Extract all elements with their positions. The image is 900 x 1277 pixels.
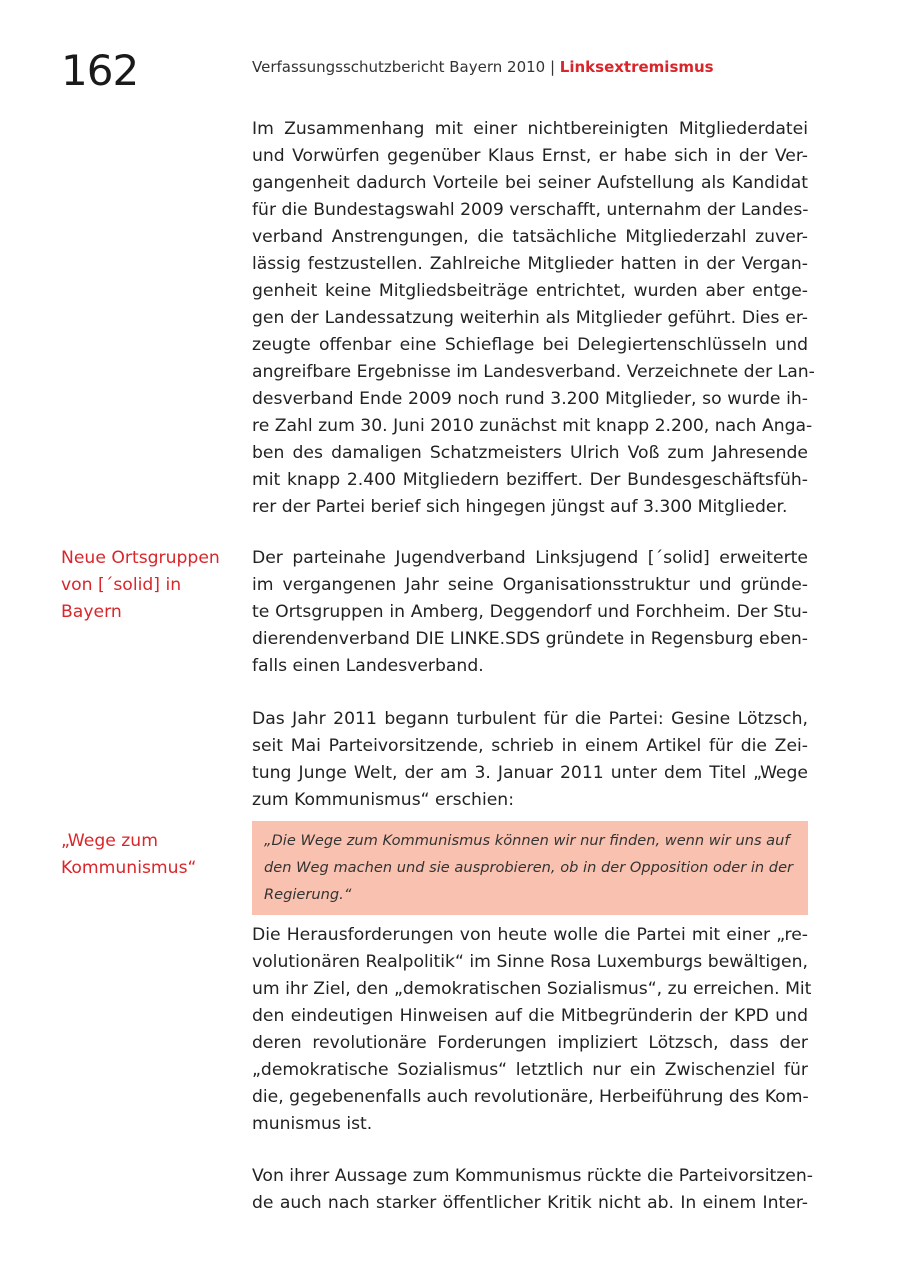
text-line: gangenheit dadurch Vorteile bei seiner Aufstellung als Kandidat [252, 173, 808, 193]
paragraph-text [252, 922, 812, 1138]
text-line: gen der Landessatzung weiterhin als Mitglieder geführt. Dies er- [252, 308, 808, 328]
paragraph-text [252, 1163, 813, 1217]
text-line: zeugte offenbar eine Schieflage bei Delegiertenschlüsseln und [252, 335, 808, 355]
sidenote-line: Neue Ortsgruppen [61, 548, 220, 568]
paragraph-loetzsch-intro [252, 706, 808, 814]
text-line: volutionären Realpolitik“ im Sinne Rosa Luxemburgs bewältigen, [252, 952, 808, 972]
quote-line: den Weg machen und sie ausprobieren, ob in der Opposition oder in der [264, 859, 794, 876]
text-line: te Ortsgruppen in Amberg, Deggendorf und Forchheim. Der Stu- [252, 602, 808, 622]
text-line: die, gegebenenfalls auch revolutionäre, Herbeiführung des Kom- [252, 1087, 809, 1107]
report-title: Verfassungsschutzbericht Bayern 2010 | [252, 58, 560, 76]
quote-box [252, 821, 808, 915]
text-line: falls einen Landesverband. [252, 656, 484, 676]
sidenote-line: von [´solid] in [61, 575, 182, 595]
text-line: Von ihrer Aussage zum Kommunismus rückte die Parteivorsitzen- [252, 1166, 813, 1186]
sidenote-line: „Wege zum [61, 831, 158, 851]
text-line: munismus ist. [252, 1114, 373, 1134]
text-line: tung Junge Welt, der am 3. Januar 2011 unter dem Titel „Wege [252, 763, 808, 783]
text-line: re Zahl zum 30. Juni 2010 zunächst mit knapp 2.200, nach Anga- [252, 416, 813, 436]
text-line: um ihr Ziel, den „demokratischen Sozialismus“, zu erreichen. Mit [252, 979, 812, 999]
paragraph-linksjugend [252, 545, 808, 680]
text-line: de auch nach starker öffentlicher Kritik nicht ab. In einem Inter- [252, 1193, 808, 1213]
sidenote-wege-zum-kommunismus [61, 828, 241, 882]
text-line: Der parteinahe Jugendverband Linksjugend [´solid] erweiterte [252, 548, 808, 568]
text-line: dierendenverband DIE LINKE.SDS gründete in Regensburg eben- [252, 629, 808, 649]
sidenote-line: Bayern [61, 602, 122, 622]
quote-line: Regierung.“ [264, 886, 352, 903]
text-line: rer der Partei berief sich hingegen jüngst auf 3.300 Mitglieder. [252, 497, 788, 517]
sidenote-neue-ortsgruppen [61, 545, 241, 626]
page-number: 162 [61, 46, 139, 95]
quote-line: „Die Wege zum Kommunismus können wir nur finden, wenn wir uns auf [264, 832, 790, 849]
running-head [252, 60, 714, 75]
text-line: angreifbare Ergebnisse im Landesverband. Verzeichnete der Lan- [252, 362, 815, 382]
text-line: mit knapp 2.400 Mitgliedern beziffert. Der Bundesgeschäftsfüh- [252, 470, 808, 490]
text-line: deren revolutionäre Forderungen impliziert Lötzsch, dass der [252, 1033, 808, 1053]
text-line: „demokratische Sozialismus“ letztlich nur ein Zwischenziel für [252, 1060, 808, 1080]
text-line: Im Zusammenhang mit einer nichtbereinigten Mitgliederdatei [252, 119, 808, 139]
paragraph-membership [252, 116, 815, 521]
text-line: seit Mai Parteivorsitzende, schrieb in einem Artikel für die Zei- [252, 736, 808, 756]
paragraph-realpolitik [252, 922, 812, 1138]
text-line: zum Kommunismus“ erschien: [252, 790, 514, 810]
text-line: lässig festzustellen. Zahlreiche Mitglieder hatten in der Vergan- [252, 254, 808, 274]
paragraph-text [252, 116, 815, 521]
text-line: Die Herausforderungen von heute wolle die Partei mit einer „re- [252, 925, 808, 945]
text-line: und Vorwürfen gegenüber Klaus Ernst, er habe sich in der Ver- [252, 146, 808, 166]
paragraph-text [252, 545, 808, 680]
text-line: den eindeutigen Hinweisen auf die Mitbegründerin der KPD und [252, 1006, 808, 1026]
paragraph-kritik [252, 1163, 813, 1217]
sidenote-line: Kommunismus“ [61, 858, 197, 878]
text-line: genheit keine Mitgliedsbeiträge entrichtet, wurden aber entge- [252, 281, 808, 301]
section-title: Linksextremismus [559, 58, 714, 76]
text-line: für die Bundestagswahl 2009 verschafft, unternahm der Landes- [252, 200, 809, 220]
text-line: desverband Ende 2009 noch rund 3.200 Mitglieder, so wurde ih- [252, 389, 808, 409]
paragraph-text [252, 706, 808, 814]
text-line: verband Anstrengungen, die tatsächliche Mitgliederzahl zuver- [252, 227, 808, 247]
text-line: im vergangenen Jahr seine Organisationsstruktur und gründe- [252, 575, 808, 595]
text-line: Das Jahr 2011 begann turbulent für die Partei: Gesine Lötzsch, [252, 709, 808, 729]
text-line: ben des damaligen Schatzmeisters Ulrich Voß zum Jahresende [252, 443, 808, 463]
